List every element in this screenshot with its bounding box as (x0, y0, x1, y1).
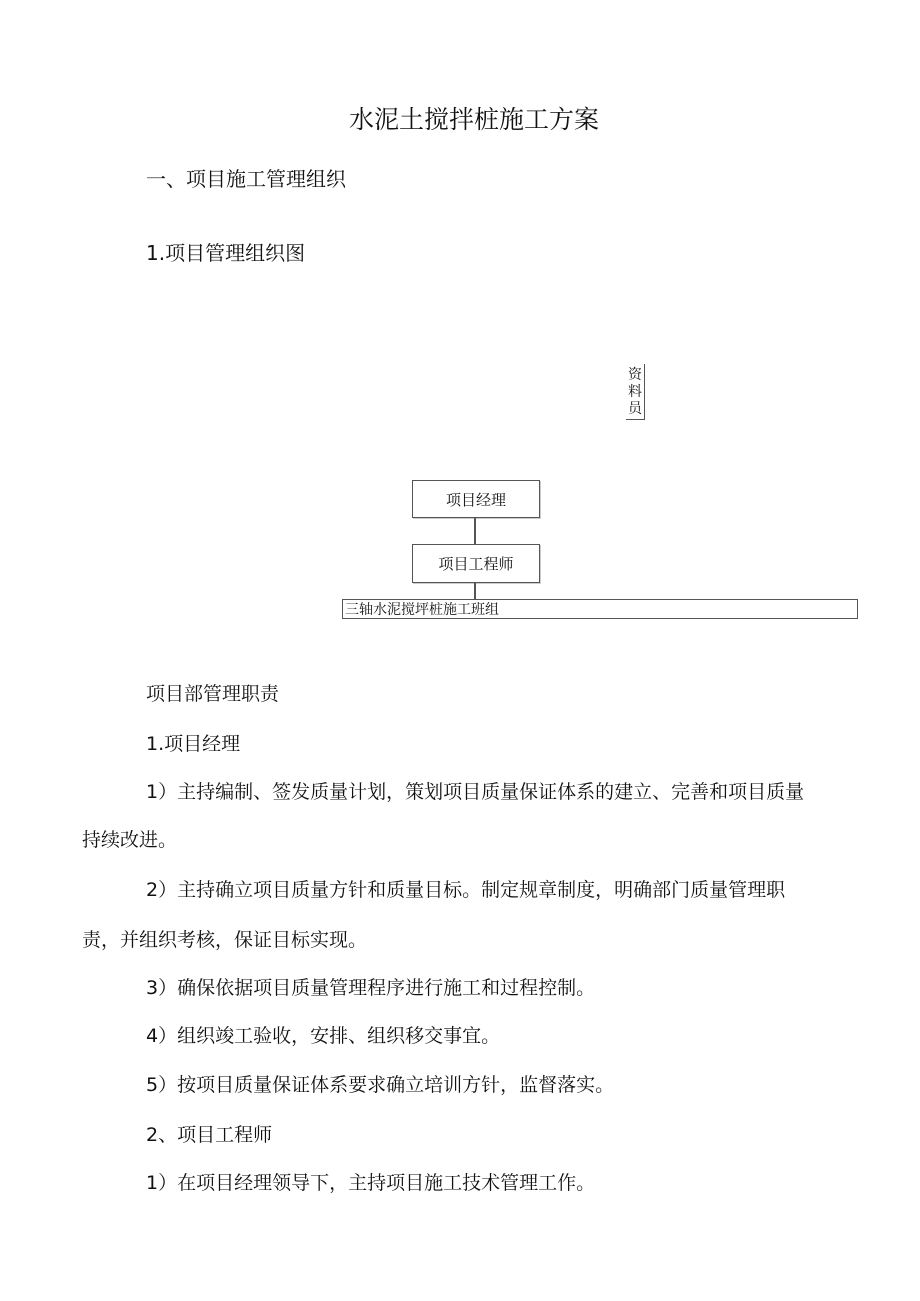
document-title: 水泥土搅拌桩施工方案 (348, 105, 599, 134)
manager-item-2: 2）主持确立项目质量方针和质量目标。制定规章制度，明确部门质量管理职 (146, 879, 786, 901)
manager-item-4: 4）组织竣工验收，安排、组织移交事宜。 (146, 1025, 501, 1047)
org-box-project-engineer: 项目工程师 (412, 544, 540, 583)
subsection-heading-org-chart: 1.项目管理组织图 (146, 241, 306, 265)
manager-item-1: 1）主持编制、签发质量计划，策划项目质量保证体系的建立、完善和项目质量 (146, 781, 805, 803)
org-box-archivist: 资料员 (626, 364, 645, 420)
engineer-heading: 2、项目工程师 (146, 1124, 273, 1146)
org-box-construction-team: 三轴水泥搅坪桩施工班组 (342, 599, 858, 619)
manager-item-2-cont: 责，并组织考核，保证目标实现。 (82, 929, 368, 951)
org-connector-manager-engineer (474, 517, 476, 544)
section-heading-1: 一、项目施工管理组织 (146, 167, 346, 191)
duties-heading: 项目部管理职责 (146, 683, 280, 705)
manager-item-5: 5）按项目质量保证体系要求确立培训方针，监督落实。 (146, 1074, 615, 1096)
manager-item-1-cont: 持续改进。 (82, 829, 178, 851)
org-connector-engineer-team (474, 582, 476, 599)
org-box-project-manager: 项目经理 (412, 480, 540, 518)
manager-heading: 1.项目经理 (146, 733, 241, 755)
engineer-item-1: 1）在项目经理领导下，主持项目施工技术管理工作。 (146, 1172, 596, 1194)
manager-item-3: 3）确保依据项目质量管理程序进行施工和过程控制。 (146, 977, 596, 999)
